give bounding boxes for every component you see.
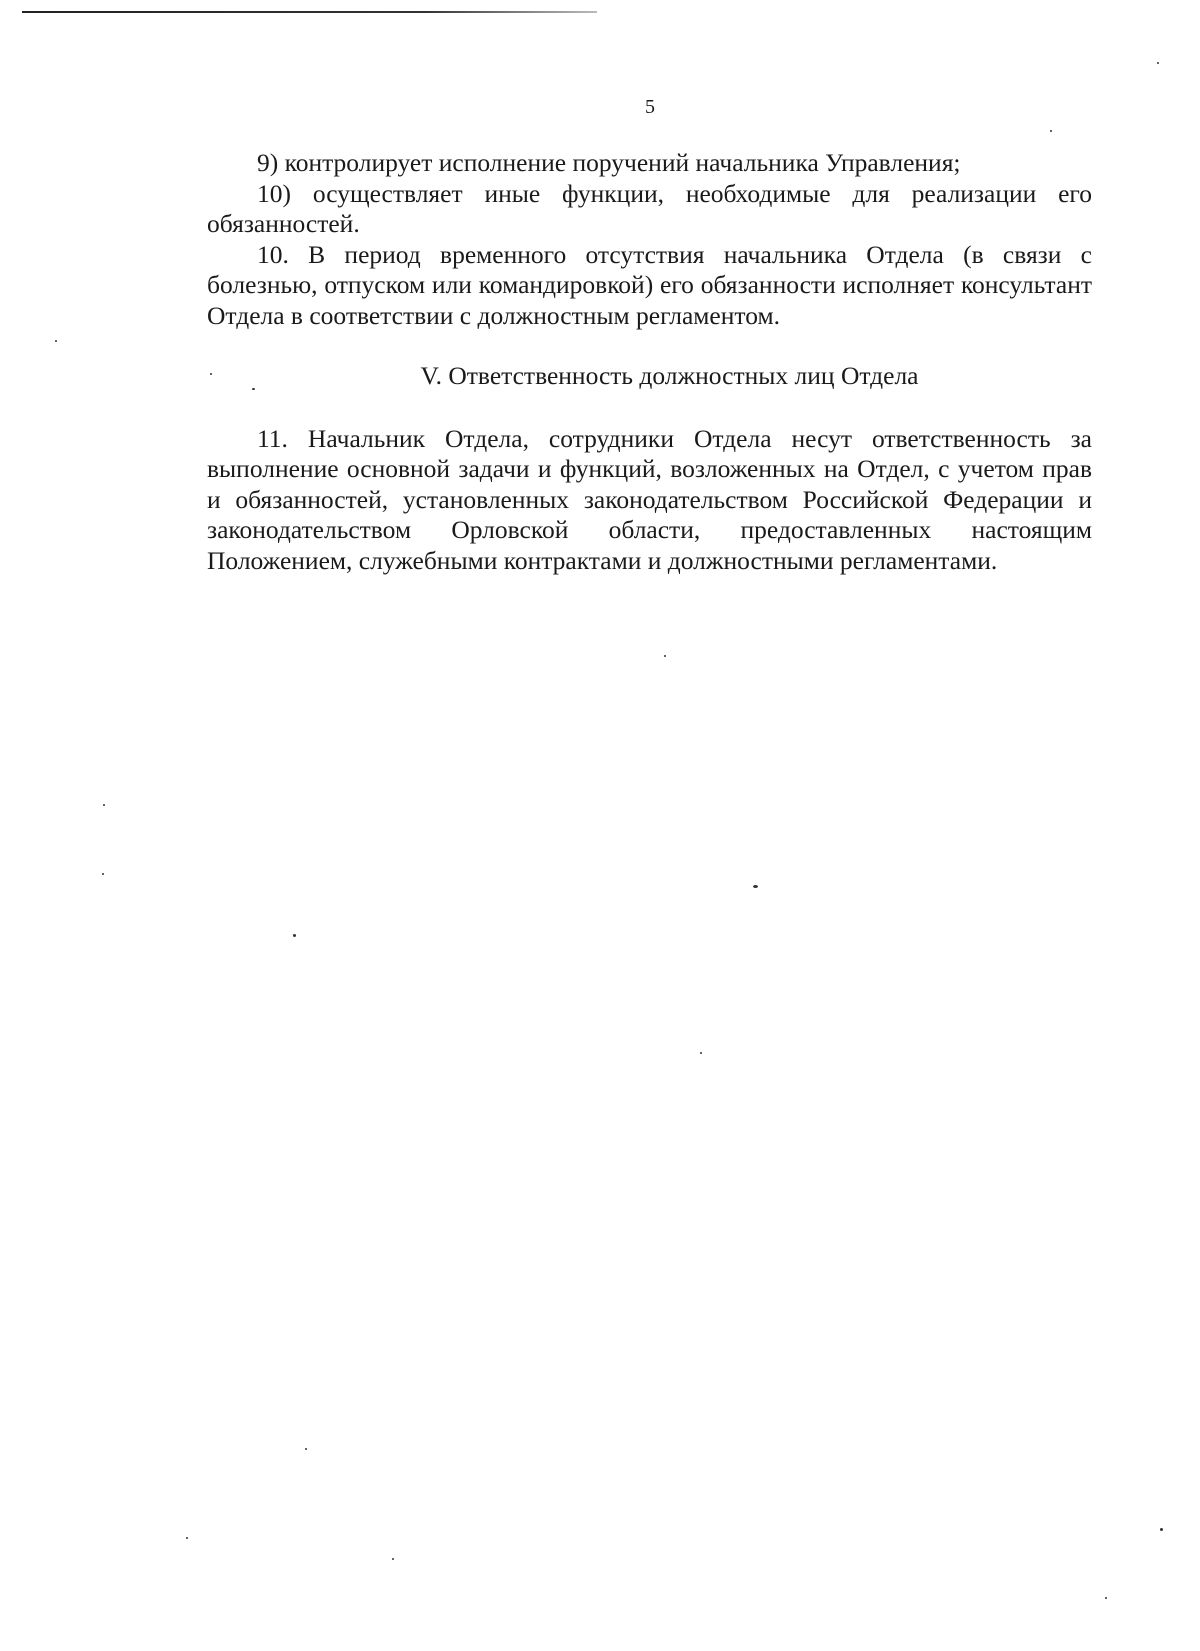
scan-speck (252, 388, 255, 390)
scan-speck (102, 873, 104, 875)
scan-speck (1050, 130, 1052, 132)
scan-speck (186, 1537, 188, 1539)
scan-speck (1105, 1597, 1107, 1599)
page-number (0, 96, 1200, 119)
scan-speck (753, 885, 758, 888)
scan-speck (103, 804, 105, 806)
scan-speck (293, 934, 296, 937)
scan-edge-line (22, 11, 597, 13)
section-heading: V. Ответственность должностных лиц Отдела (420, 361, 919, 390)
scan-speck (305, 1448, 307, 1450)
scan-speck (1160, 1528, 1163, 1531)
spacer (207, 392, 1092, 424)
scan-speck (55, 340, 57, 342)
scan-speck (392, 1558, 394, 1560)
document-body (207, 148, 1092, 576)
scan-speck (210, 373, 212, 375)
scan-speck (664, 655, 666, 657)
scan-speck (700, 1052, 702, 1054)
scan-speck (1157, 62, 1159, 64)
clause-11: 11. Начальник Отдела, сотрудники Отдела несут ответственность за выполнение основной задачи и функций, возложенных на Отдел, с учетом прав и обязанностей, установленных законодательством Российской Федерации и законодательством Орловской области, предоставленных настоящим Положением, служебными контрактами и должностными регламентами. (207, 423, 1092, 575)
clause-10: 10. В период временного отсутствия начальника Отдела (в связи с болезнью, отпуском или командировкой) его обязанности исполняет консультант Отдела в соответствии с должностным регламентом. (207, 239, 1092, 330)
spacer (207, 331, 1092, 361)
page-number-text: 5 (645, 96, 655, 118)
list-item-9: 9) контролирует исполнение поручений начальника Управления; (257, 148, 961, 177)
list-item-10: 10) осуществляет иные функции, необходимые для реализации его обязанностей. (207, 178, 1092, 238)
